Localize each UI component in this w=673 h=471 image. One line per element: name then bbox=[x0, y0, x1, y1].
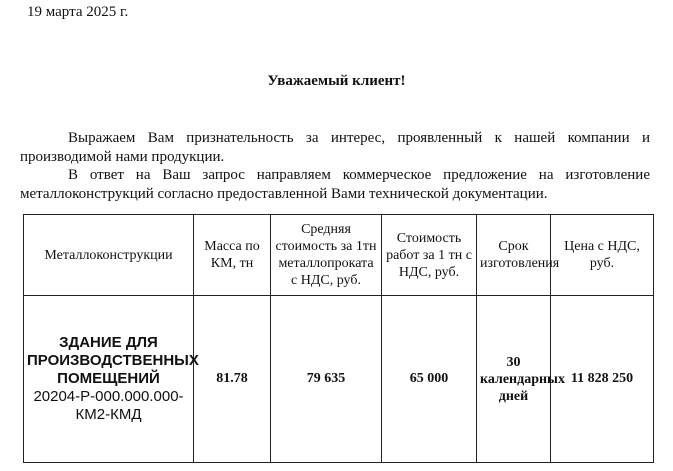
offer-table bbox=[23, 214, 654, 463]
header-work-cost: Стоимость работ за 1 тн с НДС, руб. bbox=[382, 215, 477, 296]
paragraph-gratitude: Выражаем Вам признательность за интерес, проявленный к нашей компании и производимой нами продукции. bbox=[20, 130, 650, 165]
document-date: 19 марта 2025 г. bbox=[27, 4, 129, 20]
structure-code: 20204-Р-000.000.000-КМ2-КМД bbox=[33, 388, 184, 423]
structure-name: ЗДАНИЕ ДЛЯ ПРОИЗВОДСТВЕННЫХ ПОМЕЩЕНИЙ bbox=[27, 334, 199, 387]
cell-structure bbox=[24, 296, 199, 463]
header-structures: Металлоконструкции bbox=[24, 215, 194, 296]
header-term: Срок изготовления bbox=[477, 215, 551, 296]
cell-mass: 81.78 bbox=[194, 296, 271, 463]
header-mass: Масса по КМ, тн bbox=[194, 215, 271, 296]
table-row bbox=[24, 296, 654, 463]
table-header-row bbox=[24, 215, 654, 296]
header-avg-cost: Средняя стоимость за 1тн металлопроката с НДС, руб. bbox=[271, 215, 382, 296]
paragraph-offer: В ответ на Ваш запрос направляем коммерческое предложение на изготовление металлоконструкций согласно предоставленной Вами технической документации. bbox=[20, 167, 650, 202]
cell-price: 11 828 250 bbox=[551, 296, 654, 463]
cell-avg-cost: 79 635 bbox=[271, 296, 382, 463]
header-price: Цена с НДС, руб. bbox=[551, 215, 654, 296]
cell-term: 30 календарных дней bbox=[477, 296, 551, 463]
letter-body bbox=[20, 129, 650, 203]
cell-work-cost: 65 000 bbox=[382, 296, 477, 463]
salutation: Уважаемый клиент! bbox=[267, 73, 406, 89]
